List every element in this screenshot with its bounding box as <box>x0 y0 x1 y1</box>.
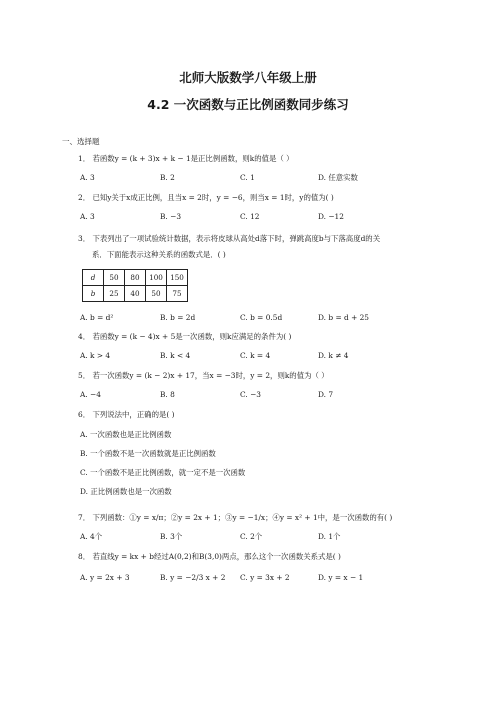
question-6: 6． 下列说法中，正确的是( ) <box>78 410 175 419</box>
option-c: C. b = 0.5d <box>240 313 283 322</box>
option-c: C. 1 <box>240 173 255 182</box>
question-2: 2． 已知y关于x成正比例，且当x = 2时，y = −6，则当x = 1时，y的值为( ) <box>78 193 334 202</box>
option-c: C. k = 4 <box>240 351 271 360</box>
option-c: C. 12 <box>240 212 260 221</box>
table-cell: d <box>83 270 104 286</box>
table-row <box>83 270 188 286</box>
option-d: D. y = x − 1 <box>318 573 364 582</box>
question-7: 7． 下列函数：①y = x/π；②y = 2x + 1；③y = −1/x；④y = x² + 1中，是一次函数的有( ) <box>78 513 393 522</box>
option-b: B. b = 2d <box>160 313 196 322</box>
table-cell: 40 <box>125 286 146 302</box>
option-a: A. b = d² <box>80 313 114 322</box>
option-b: B. −3 <box>160 212 182 221</box>
table-cell: 50 <box>146 286 167 302</box>
option-b: B. 8 <box>160 390 175 399</box>
option-d: D. b = d + 25 <box>318 313 370 322</box>
option-a: A. k > 4 <box>80 351 111 360</box>
option-b: B. k < 4 <box>160 351 191 360</box>
option-b: B. 一个函数不是一次函数就是正比例函数 <box>80 449 216 458</box>
document-subtitle: 4.2 一次函数与正比例函数同步练习 <box>147 97 349 112</box>
question-3-continuation: 系．下面能表示这种关系的函数式是．( ) <box>92 250 226 259</box>
question-1: 1． 若函数y = (k + 3)x + k − 1是正比例函数，则k的值是（ ） <box>78 154 294 163</box>
data-table <box>82 269 188 302</box>
table-cell: 25 <box>104 286 125 302</box>
option-d: D. 1个 <box>318 532 341 541</box>
option-a: A. y = 2x + 3 <box>80 573 130 582</box>
option-a: A. 3 <box>80 173 95 182</box>
option-c: C. 2个 <box>240 532 263 541</box>
table-cell: 75 <box>167 286 188 302</box>
option-d: D. k ≠ 4 <box>318 351 349 360</box>
option-a: A. 一次函数也是正比例函数 <box>80 430 172 439</box>
section-heading: 一、选择题 <box>62 137 100 146</box>
option-a: A. 4个 <box>80 532 103 541</box>
option-a: A. 3 <box>80 212 95 221</box>
table-cell: 100 <box>146 270 167 286</box>
question-3: 3． 下表列出了一项试验统计数据，表示将皮球从高处d落下时，弹跳高度b与下落高度d的关 <box>78 234 381 243</box>
document-title: 北师大版数学八年级上册 <box>179 70 317 85</box>
table-cell: 50 <box>104 270 125 286</box>
table-cell: b <box>83 286 104 302</box>
option-b: B. 2 <box>160 173 175 182</box>
table-row <box>83 286 188 302</box>
question-8: 8． 若直线y = kx + b经过A(0,2)和B(3,0)两点，那么这个一次函数关系式是( ) <box>78 552 341 561</box>
option-d: D. −12 <box>318 212 344 221</box>
table-cell: 150 <box>167 270 188 286</box>
option-b: B. 3个 <box>160 532 183 541</box>
option-c: C. −3 <box>240 390 261 399</box>
question-5: 5． 若一次函数y = (k − 2)x + 17，当x = −3时，y = 2，则k的值为（ ） <box>78 371 329 380</box>
option-a: A. −4 <box>80 390 101 399</box>
option-d: D. 任意实数 <box>318 173 358 182</box>
question-4: 4． 若函数y = (k − 4)x + 5是一次函数，则k应满足的条件为( ) <box>78 332 292 341</box>
option-b: B. y = −2/3 x + 2 <box>160 573 226 582</box>
table-cell: 80 <box>125 270 146 286</box>
option-d: D. 7 <box>318 390 334 399</box>
option-c: C. y = 3x + 2 <box>240 573 290 582</box>
option-c: C. 一个函数不是正比例函数，就一定不是一次函数 <box>80 468 246 477</box>
option-d: D. 正比例函数也是一次函数 <box>80 487 172 496</box>
